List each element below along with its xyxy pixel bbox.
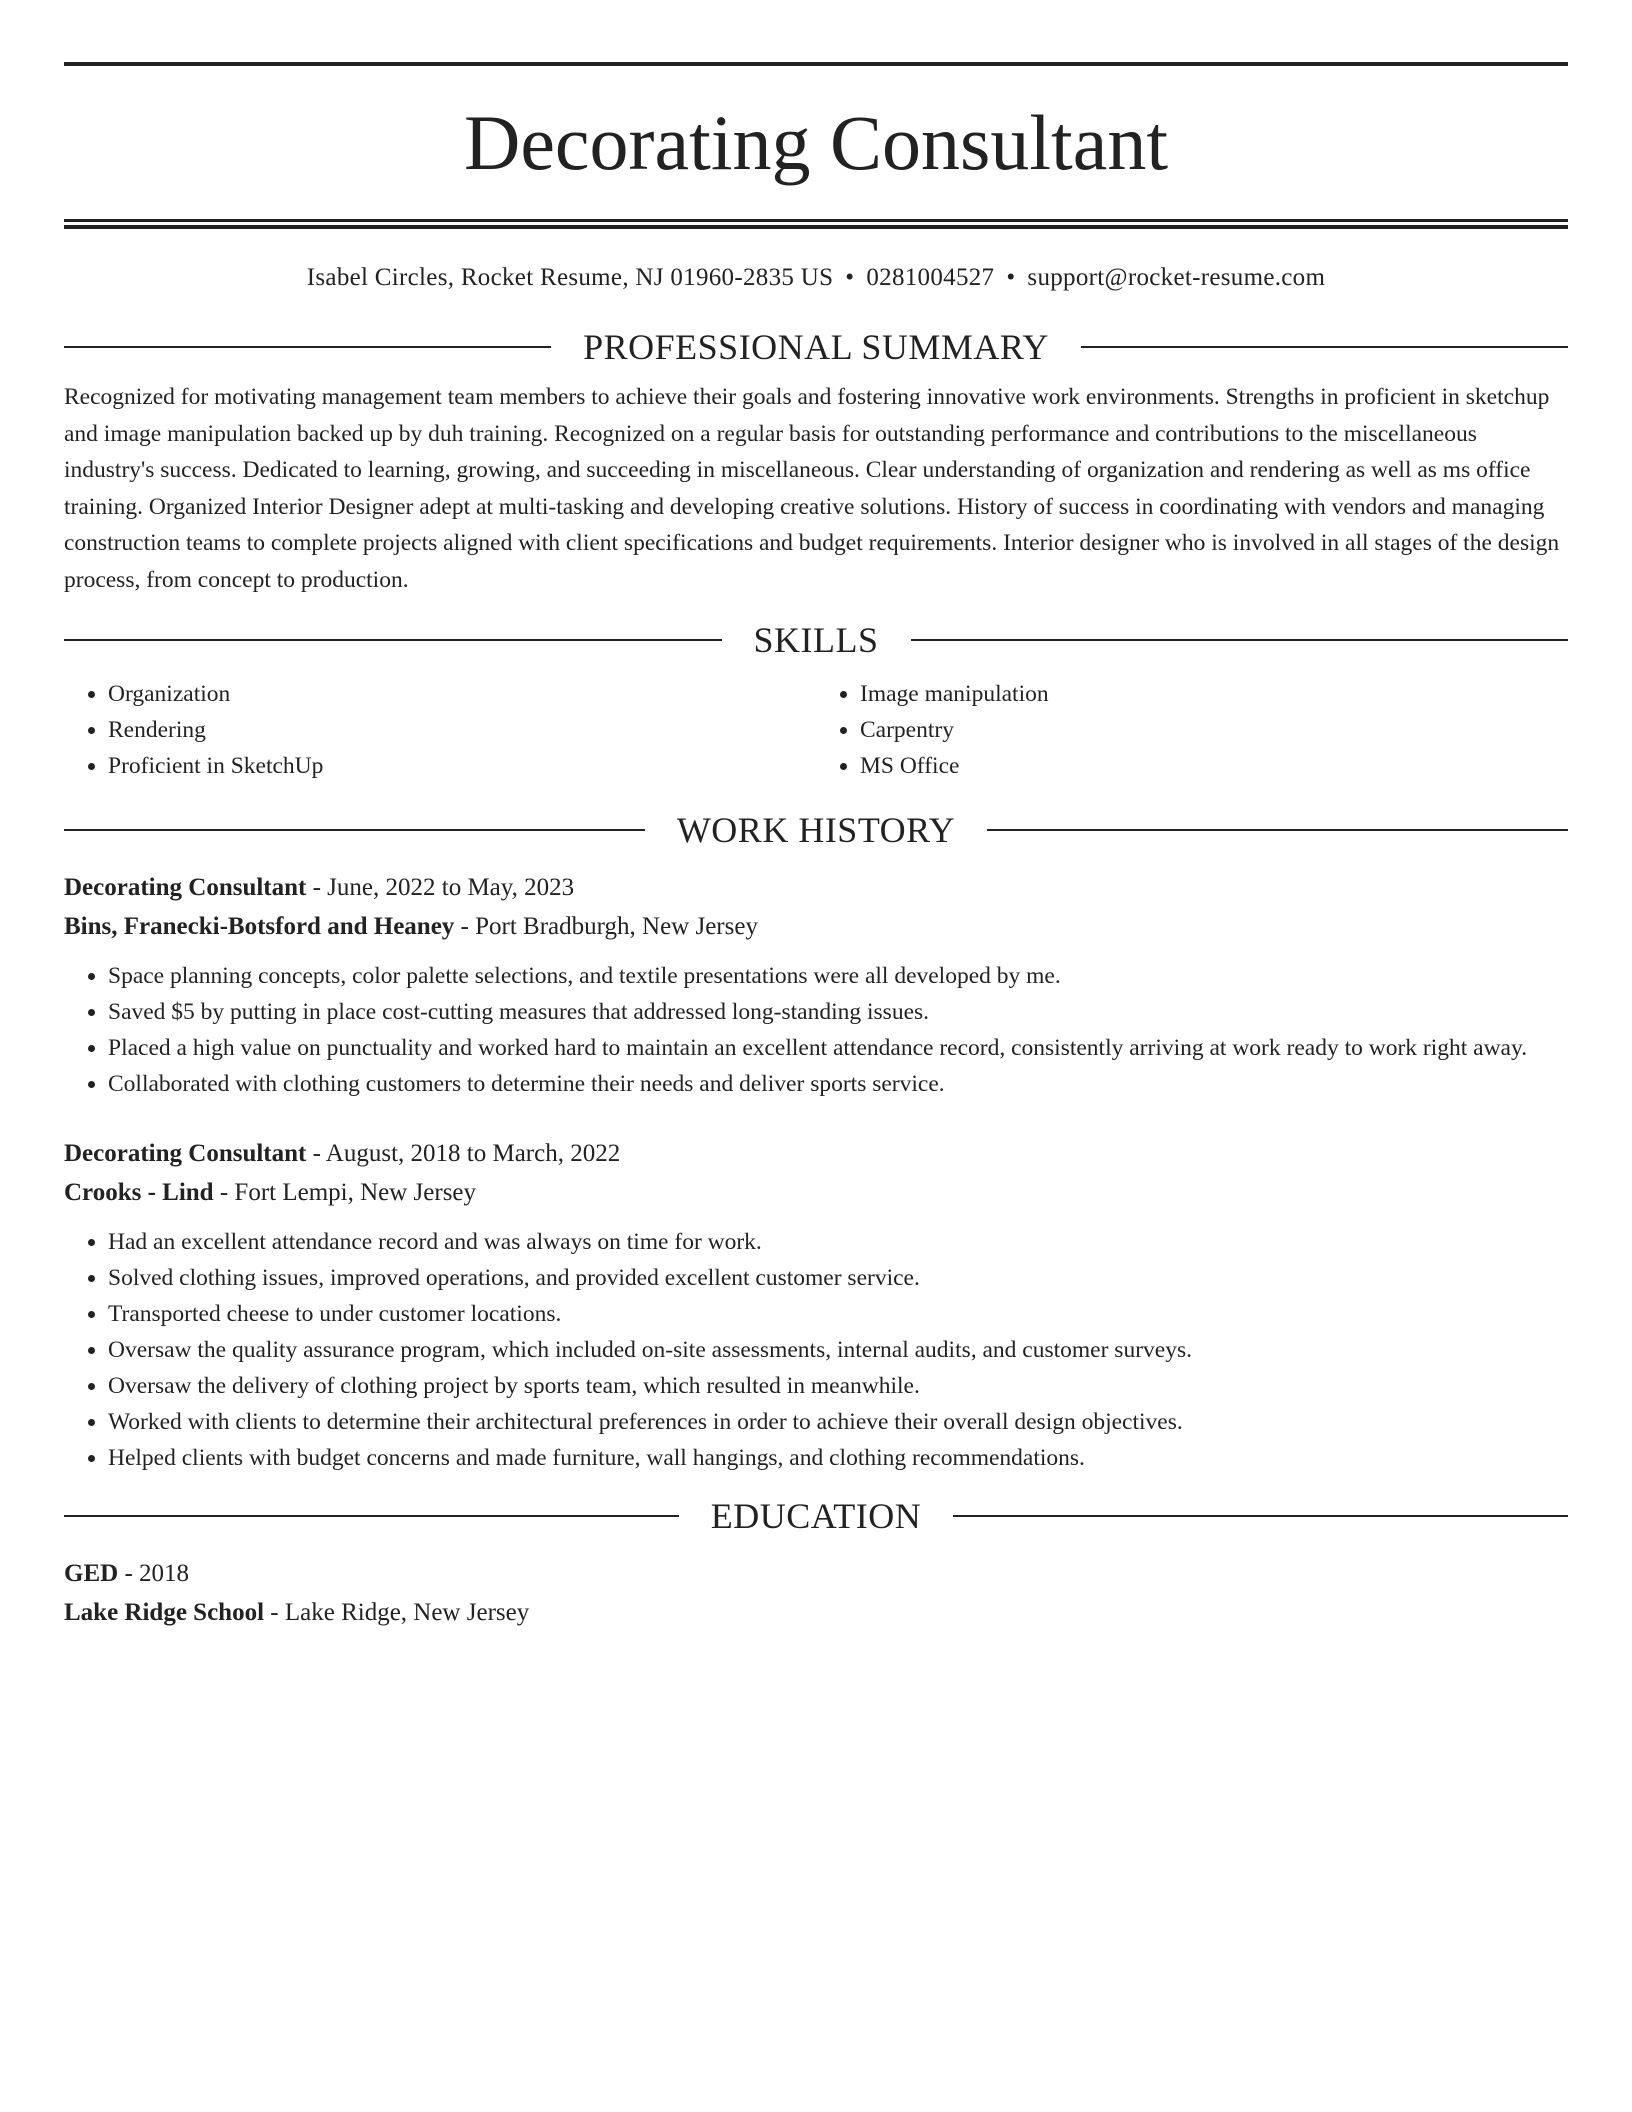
job-title: Decorating Consultant xyxy=(64,874,307,901)
job-bullet: • Solved clothing issues, improved operations, and provided excellent customer service. xyxy=(108,1260,1568,1296)
summary-heading xyxy=(64,325,1568,369)
heading-rule xyxy=(64,1515,679,1517)
skills-column-left xyxy=(64,676,816,784)
job-title-line xyxy=(64,1134,1568,1173)
school-location: - Lake Ridge, New Jersey xyxy=(264,1599,530,1626)
job-company: Bins, Franecki-Botsford and Heaney xyxy=(64,913,455,940)
job-company: Crooks - Lind xyxy=(64,1179,214,1206)
job-bullet: • Oversaw the delivery of clothing project by sports team, which resulted in meanwhile. xyxy=(108,1368,1568,1404)
degree-year: - 2018 xyxy=(118,1560,190,1587)
skills-list xyxy=(64,676,1568,784)
heading-rule xyxy=(64,829,645,831)
header-double-rule xyxy=(64,219,1568,229)
job-bullet: • Collaborated with clothing customers to determine their needs and deliver sports service. xyxy=(108,1066,1568,1102)
job-bullet: • Space planning concepts, color palette selections, and textile presentations were all developed by me. xyxy=(108,958,1568,994)
job-bullet: • Oversaw the quality assurance program, which included on-site assessments, internal audits, and customer surveys. xyxy=(108,1332,1568,1368)
contact-separator: • xyxy=(845,264,855,291)
job-entry xyxy=(64,1134,1568,1476)
skills-title: SKILLS xyxy=(753,620,879,660)
heading-rule xyxy=(64,346,551,348)
contact-separator: • xyxy=(1006,264,1016,291)
summary-text: Recognized for motivating management team members to achieve their goals and fostering innovative work environments. Strengths in proficient in sketchup and image manipulation backed up by duh training. Recognized on a regular basis for outstanding performance and contributions to the miscellaneous industry's success. Dedicated to learning, growing, and succeeding in miscellaneous. Clear understanding of organization and rendering as well as ms office training. Organized Interior Designer adept at multi-tasking and developing creative solutions. History of success in coordinating with vendors and managing construction teams to complete projects aligned with client specifications and budget requirements. Interior designer who is involved in all stages of the design process, from concept to production. xyxy=(64,384,1560,593)
job-bullets xyxy=(64,958,1568,1102)
job-bullet: • Worked with clients to determine their architectural preferences in order to achieve their overall design objectives. xyxy=(108,1404,1568,1440)
job-company-line xyxy=(64,1173,1568,1212)
job-entry xyxy=(64,868,1568,1102)
skill-item: • Proficient in SketchUp xyxy=(108,748,816,784)
school-name: Lake Ridge School xyxy=(64,1599,265,1626)
contact-address: Isabel Circles, Rocket Resume, NJ 01960-2835 US xyxy=(306,264,834,291)
work-heading xyxy=(64,808,1568,852)
education-title: EDUCATION xyxy=(710,1496,922,1536)
heading-rule xyxy=(987,829,1568,831)
contact-line xyxy=(64,263,1568,293)
resume-name: Decorating Consultant xyxy=(463,99,1169,186)
heading-rule xyxy=(953,1515,1568,1517)
skill-item: • Organization xyxy=(108,676,816,712)
job-bullet: • Had an excellent attendance record and was always on time for work. xyxy=(108,1224,1568,1260)
heading-rule xyxy=(64,639,722,641)
summary-title: PROFESSIONAL SUMMARY xyxy=(583,327,1049,367)
school-line xyxy=(64,1593,1568,1632)
contact-email: support@rocket-resume.com xyxy=(1027,264,1326,291)
degree-line xyxy=(64,1554,1568,1593)
education-entry xyxy=(64,1554,1568,1632)
heading-rule xyxy=(1081,346,1568,348)
job-company-line xyxy=(64,907,1568,946)
job-bullet: • Helped clients with budget concerns and made furniture, wall hangings, and clothing recommendations. xyxy=(108,1440,1568,1476)
skill-item: • Carpentry xyxy=(860,712,1568,748)
job-title-line xyxy=(64,868,1568,907)
job-location: - Fort Lempi, New Jersey xyxy=(213,1179,477,1206)
education-heading xyxy=(64,1494,1568,1538)
job-bullet: • Saved $5 by putting in place cost-cutting measures that addressed long-standing issues. xyxy=(108,994,1568,1030)
contact-phone: 0281004527 xyxy=(866,264,995,291)
skill-item: • Image manipulation xyxy=(860,676,1568,712)
skill-item: • Rendering xyxy=(108,712,816,748)
heading-rule xyxy=(911,639,1569,641)
degree: GED xyxy=(64,1560,119,1587)
job-bullets xyxy=(64,1224,1568,1476)
skills-column-right xyxy=(816,676,1568,784)
skills-heading xyxy=(64,618,1568,662)
job-title: Decorating Consultant xyxy=(64,1140,307,1167)
job-dates: - June, 2022 to May, 2023 xyxy=(306,874,575,901)
job-location: - Port Bradburgh, New Jersey xyxy=(454,913,758,940)
skill-item: • MS Office xyxy=(860,748,1568,784)
job-bullet: • Transported cheese to under customer locations. xyxy=(108,1296,1568,1332)
header-top-rule xyxy=(64,62,1568,66)
job-bullet: • Placed a high value on punctuality and worked hard to maintain an excellent attendance record, consistently arriving at work ready to work right away. xyxy=(108,1030,1568,1066)
job-dates: - August, 2018 to March, 2022 xyxy=(306,1140,621,1167)
work-title: WORK HISTORY xyxy=(676,810,956,850)
